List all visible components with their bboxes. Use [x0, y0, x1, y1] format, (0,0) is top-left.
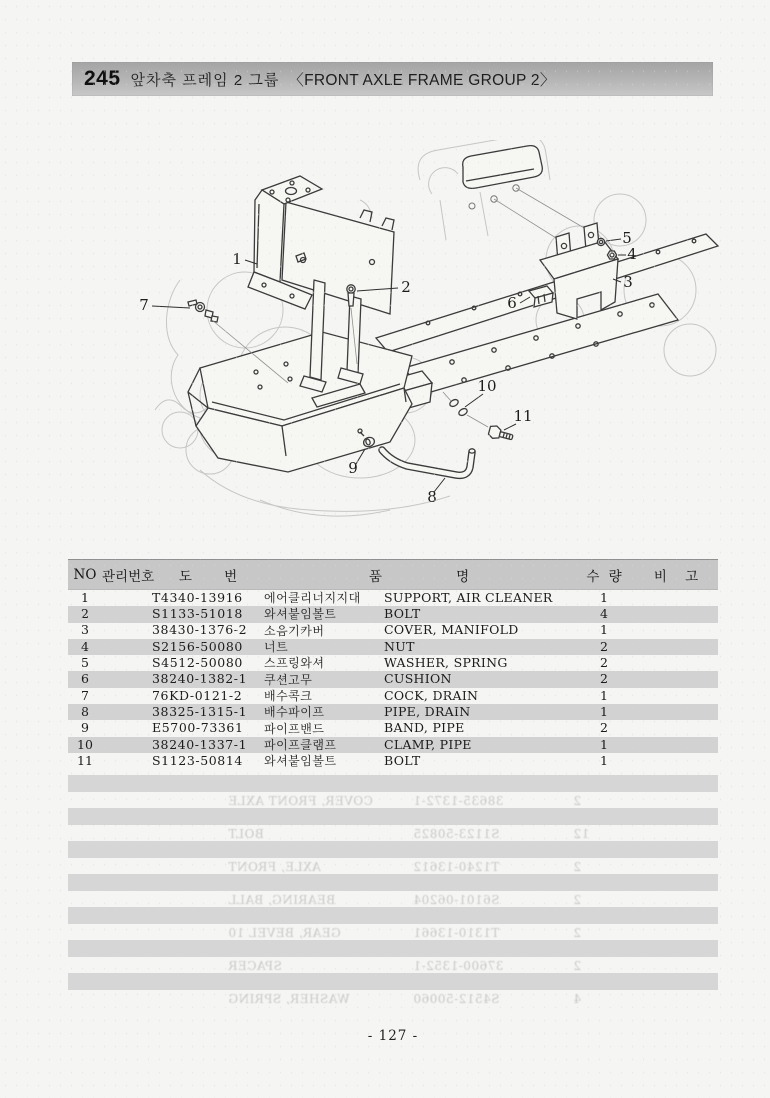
cell-en: COCK, DRAIN: [384, 687, 479, 703]
section-number: 245: [84, 67, 121, 90]
bleed-through-row: [68, 907, 718, 924]
cell-kr: 파이프밴드: [264, 721, 325, 736]
cell-code: S4512-50080: [152, 655, 243, 671]
table-header-row: [68, 560, 718, 590]
drain-pipe-art: [382, 449, 475, 475]
table-row: [68, 671, 718, 687]
cell-no: 6: [81, 671, 89, 687]
cell-en: COVER, MANIFOLD: [384, 622, 519, 638]
cell-code: 38430-1376-2: [152, 622, 248, 638]
bleed-through-row: [68, 973, 718, 990]
cell-mgmt: [102, 623, 152, 639]
svg-text:1: 1: [232, 250, 242, 268]
cell-en: CLAMP, PIPE: [384, 736, 472, 752]
cell-code: S1133-51018: [152, 606, 243, 622]
cell-en: SUPPORT, AIR CLEANER: [384, 589, 553, 605]
svg-text:5: 5: [622, 229, 632, 247]
cell-no: 8: [81, 703, 89, 719]
bleed-through-row: [68, 775, 718, 792]
cell-kr: 와셔붙임볼트: [264, 607, 337, 622]
bleed-through-row: GEAR, BEVEL 10 T1310-13661 2: [228, 925, 582, 940]
cell-qty: 4: [600, 606, 608, 622]
page-title-english: 〈FRONT AXLE FRAME GROUP 2〉: [288, 72, 556, 89]
table-row: [68, 720, 718, 736]
cell-note: [634, 623, 718, 639]
cell-en: BOLT: [384, 752, 421, 768]
svg-text:3: 3: [623, 273, 633, 291]
cell-no: 2: [81, 606, 89, 622]
cell-kr: 너트: [264, 640, 289, 655]
page-title-korean: 앞차축 프레임 2 그룹: [130, 71, 280, 89]
bleed-through-row: BOLT S1123-50825 12: [228, 826, 590, 841]
cell-code: T4340-13916: [152, 589, 243, 605]
cell-mgmt: [102, 720, 152, 736]
cell-en: NUT: [384, 638, 415, 654]
svg-text:11: 11: [513, 407, 533, 425]
cell-en: BAND, PIPE: [384, 720, 465, 736]
cell-qty: 2: [600, 638, 608, 654]
bleed-through-row: SPACER 37600-1352-1 2: [228, 958, 582, 973]
col-header-no: NO: [73, 566, 97, 583]
cell-qty: 1: [600, 687, 608, 703]
table-row: [68, 655, 718, 671]
cell-code: 76KD-0121-2: [152, 687, 243, 703]
cell-qty: 1: [600, 752, 608, 768]
cell-code: S1123-50814: [152, 752, 243, 768]
cell-en: PIPE, DRAIN: [384, 703, 471, 719]
cell-mgmt: [102, 737, 152, 753]
cell-no: 3: [81, 622, 89, 638]
bleed-through-row: BEARING, BALL S6101-06204 2: [228, 892, 582, 907]
cell-note: [634, 753, 718, 769]
table-row: [68, 606, 718, 622]
col-header-name: 품 명: [368, 568, 470, 585]
cell-en: WASHER, SPRING: [384, 655, 508, 671]
cell-no: 10: [77, 736, 93, 752]
table-row: [68, 737, 718, 753]
col-header-note: 비 고: [653, 568, 699, 585]
cell-code: S2156-50080: [152, 638, 243, 654]
cell-note: [634, 639, 718, 655]
table-row: [68, 590, 718, 607]
cell-mgmt: [102, 704, 152, 720]
section-header-bar: [72, 62, 713, 96]
svg-text:7: 7: [139, 296, 149, 314]
svg-text:4: 4: [627, 245, 637, 263]
col-header-mgmt: 관리번호: [102, 568, 155, 585]
cell-qty: 1: [600, 736, 608, 752]
svg-text:2: 2: [401, 278, 411, 296]
bleed-through-row: [68, 808, 718, 825]
table-row: [68, 704, 718, 720]
cell-qty: 2: [600, 671, 608, 687]
cell-no: 7: [81, 687, 89, 703]
cell-no: 1: [81, 589, 89, 605]
cell-mgmt: [102, 671, 152, 687]
table-row: [68, 623, 718, 639]
parts-diagram: [60, 140, 720, 540]
cell-no: 11: [77, 752, 93, 768]
svg-text:10: 10: [477, 377, 497, 395]
cell-note: [634, 737, 718, 753]
cell-qty: 1: [600, 622, 608, 638]
parts-table: [68, 559, 718, 769]
cell-kr: 소음기카버: [264, 623, 325, 638]
cell-no: 4: [81, 638, 89, 654]
cell-note: [634, 720, 718, 736]
cell-code: 38240-1382-1: [152, 671, 248, 687]
cell-kr: 배수파이프: [264, 705, 325, 720]
bleed-through-row: AXLE, FRONT T1240-13612 2: [228, 859, 582, 874]
cell-en: BOLT: [384, 606, 421, 622]
cell-kr: 스프링와셔: [264, 656, 325, 671]
cell-kr: 파이프클램프: [264, 737, 337, 752]
cell-note: [634, 590, 718, 607]
cell-note: [634, 688, 718, 704]
cell-note: [634, 606, 718, 622]
cell-qty: 1: [600, 703, 608, 719]
cell-kr: 에어클리너지지대: [264, 591, 361, 606]
table-row: [68, 639, 718, 655]
cell-note: [634, 671, 718, 687]
cell-qty: 2: [600, 655, 608, 671]
cell-mgmt: [102, 606, 152, 622]
cell-note: [634, 655, 718, 671]
cell-kr: 배수콕크: [264, 688, 313, 703]
cell-mgmt: [102, 639, 152, 655]
cell-kr: 와셔붙임볼트: [264, 754, 337, 769]
cell-note: [634, 704, 718, 720]
cell-code: 38325-1315-1: [152, 703, 248, 719]
parts-table-body: [68, 590, 718, 770]
cell-mgmt: [102, 688, 152, 704]
svg-text:9: 9: [348, 459, 358, 477]
cell-mgmt: [102, 590, 152, 607]
cell-qty: 1: [600, 589, 608, 605]
cell-mgmt: [102, 655, 152, 671]
cell-code: E5700-73361: [152, 720, 244, 736]
cell-qty: 2: [600, 720, 608, 736]
table-row: [68, 688, 718, 704]
page-number: - 127 -: [367, 1028, 419, 1044]
svg-text:6: 6: [507, 294, 517, 312]
cell-mgmt: [102, 753, 152, 769]
cell-code: 38240-1337-1: [152, 736, 248, 752]
bleed-through-row: [68, 841, 718, 858]
bleed-through-row: WASHER, SPRING S4512-50060 4: [228, 991, 582, 1006]
cell-no: 5: [81, 655, 89, 671]
bleed-through-area: [68, 775, 718, 1006]
col-header-qty: 수 량: [586, 568, 622, 585]
cell-kr: 쿠션고무: [264, 672, 313, 687]
table-row: [68, 753, 718, 769]
bleed-through-row: [68, 940, 718, 957]
bleed-through-row: [68, 874, 718, 891]
cell-en: CUSHION: [384, 671, 452, 687]
col-header-code: 도 번: [178, 568, 238, 585]
bleed-through-row: COVER, FRONT AXLE 38635-1372-1 2: [228, 793, 582, 808]
svg-text:8: 8: [427, 488, 437, 506]
cell-no: 9: [81, 720, 89, 736]
